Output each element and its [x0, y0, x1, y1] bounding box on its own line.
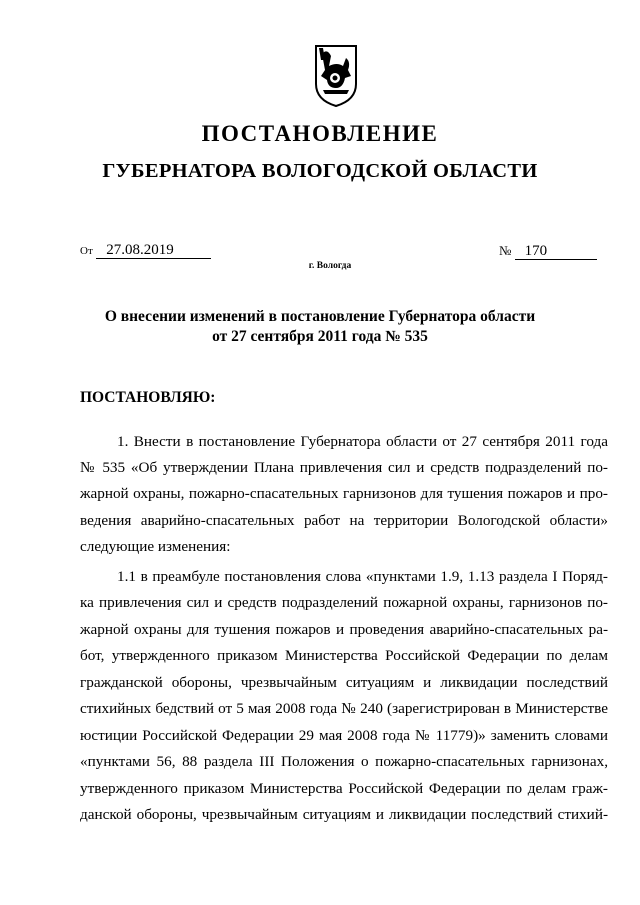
body-line: юстиции Российской Федерации 29 мая 2008 года № 11779)» заменить словами [80, 727, 608, 744]
subject-line: от 27 сентября 2011 года № 535 [212, 328, 428, 345]
body-line: ка привлечения сил и средств подразделений пожарной охраны, гарнизонов по- [80, 594, 608, 611]
document-number: 170 [515, 244, 597, 260]
body-line: № 535 «Об утверждении Плана привлечения сил и средств подразделений по- [80, 459, 608, 476]
coat-of-arms-icon [313, 44, 359, 108]
body-line: жарной охраны, пожарно-спасательных гарнизонов для тушения пожаров и про- [80, 485, 608, 502]
number-row [499, 243, 597, 260]
body-line: ведения аварийно-спасательных работ на территории Вологодской области» [80, 512, 608, 529]
body-line: жарной охраны для тушения пожаров и проведения аварийно-спасательных ра- [80, 621, 608, 638]
city-label: г. Вологда [308, 261, 352, 271]
body-line: утвержденного приказом Министерства Российской Федерации по делам граж- [80, 780, 608, 797]
body-line: данской обороны, чрезвычайным ситуациям и ликвидации последствий стихий- [80, 806, 608, 823]
decree-heading: ПОСТАНОВЛЯЮ: [80, 389, 216, 406]
document-date: 27.08.2019 [96, 243, 211, 259]
body-line: 1. Внести в постановление Губернатора области от 27 сентября 2011 года [117, 433, 608, 450]
body-line: бот, утвержденного приказом Министерства Российской Федерации по делам [80, 647, 608, 664]
date-row [80, 243, 211, 259]
subject-line: О внесении изменений в постановление Губернатора области [104, 308, 536, 325]
body-line: стихийных бедствий от 5 мая 2008 года № 240 (зарегистрирован в Министерстве [80, 700, 608, 717]
body-line: гражданской обороны, чрезвычайным ситуациям и ликвидации последствий [80, 674, 608, 691]
body-line: «пунктами 56, 88 раздела III Положения о пожарно-спасательных гарнизонах, [80, 753, 608, 770]
body-line: 1.1 в преамбуле постановления слова «пунктами 1.9, 1.13 раздела I Поряд- [117, 568, 608, 585]
date-prefix: От [80, 245, 93, 257]
document-title: ПОСТАНОВЛЕНИЕ [201, 121, 439, 146]
document-subtitle: ГУБЕРНАТОРА ВОЛОГОДСКОЙ ОБЛАСТИ [102, 160, 538, 182]
number-prefix: № [499, 243, 512, 258]
document-subject [0, 307, 640, 347]
body-line: следующие изменения: [80, 538, 231, 555]
